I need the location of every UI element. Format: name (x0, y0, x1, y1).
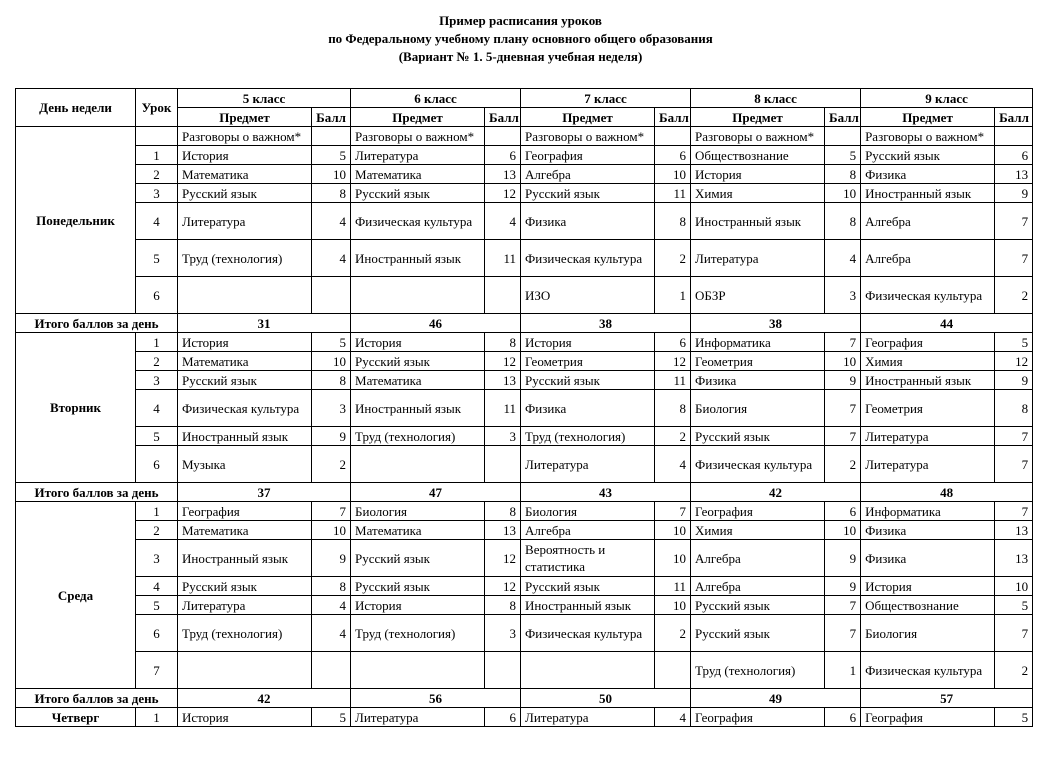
lesson-number: 6 (136, 277, 178, 314)
conversation-subject: Разговоры о важном* (521, 127, 655, 146)
subject-cell: Обществознание (691, 146, 825, 165)
subject-cell: Труд (технология) (351, 427, 485, 446)
document-title (0, 0, 1041, 66)
points-cell: 7 (995, 615, 1033, 652)
points-cell: 4 (312, 203, 351, 240)
lesson-number: 3 (136, 371, 178, 390)
title-line-2: по Федеральному учебному плану основного общего образования (328, 31, 713, 46)
subject-cell: Русский язык (691, 596, 825, 615)
points-cell: 5 (995, 333, 1033, 352)
subject-cell: ОБЗР (691, 277, 825, 314)
subject-cell: Химия (691, 184, 825, 203)
points-cell: 4 (655, 446, 691, 483)
points-cell: 7 (825, 596, 861, 615)
day-total-value: 50 (521, 689, 691, 708)
subject-cell: Биология (521, 502, 655, 521)
points-cell (485, 446, 521, 483)
subject-cell: Математика (351, 521, 485, 540)
subject-cell: Иностранный язык (861, 371, 995, 390)
lesson-row (16, 352, 1033, 371)
day-name: Понедельник (16, 127, 136, 314)
subject-cell: ИЗО (521, 277, 655, 314)
points-cell: 6 (825, 708, 861, 727)
points-cell: 2 (995, 277, 1033, 314)
day-total-value: 49 (691, 689, 861, 708)
subject-cell: Русский язык (691, 615, 825, 652)
day-name: Четверг (16, 708, 136, 727)
subject-cell: Биология (351, 502, 485, 521)
subject-cell: Физика (861, 165, 995, 184)
lesson-row (16, 184, 1033, 203)
lesson-row (16, 165, 1033, 184)
header-grade-7: 7 класс (521, 89, 691, 108)
subject-cell: Информатика (861, 502, 995, 521)
subject-cell: Литература (691, 240, 825, 277)
points-cell: 12 (485, 540, 521, 577)
points-cell: 9 (312, 540, 351, 577)
subject-cell: Информатика (691, 333, 825, 352)
points-cell: 1 (655, 277, 691, 314)
subject-cell (521, 652, 655, 689)
points-cell: 12 (655, 352, 691, 371)
subject-cell: Русский язык (178, 577, 312, 596)
conversation-subject: Разговоры о важном* (351, 127, 485, 146)
conversation-subject: Разговоры о важном* (691, 127, 825, 146)
day-total-row (16, 689, 1033, 708)
subject-cell: Биология (861, 615, 995, 652)
points-cell: 10 (655, 165, 691, 184)
lesson-number: 6 (136, 615, 178, 652)
points-cell: 7 (995, 502, 1033, 521)
points-cell: 11 (485, 390, 521, 427)
points-cell: 8 (312, 371, 351, 390)
subject-cell: География (178, 502, 312, 521)
header-subject: Предмет (178, 108, 312, 127)
subject-cell: Физическая культура (178, 390, 312, 427)
subject-cell: Труд (технология) (178, 240, 312, 277)
points-cell: 12 (485, 184, 521, 203)
subject-cell: Геометрия (861, 390, 995, 427)
points-cell: 7 (825, 390, 861, 427)
day-total-value: 38 (521, 314, 691, 333)
subject-cell: Литература (178, 203, 312, 240)
header-grade-9: 9 класс (861, 89, 1033, 108)
subject-cell: Физическая культура (861, 277, 995, 314)
points-cell: 10 (825, 352, 861, 371)
header-grade-6: 6 класс (351, 89, 521, 108)
points-cell: 10 (312, 352, 351, 371)
points-cell: 7 (995, 427, 1033, 446)
subject-cell: История (351, 333, 485, 352)
subject-cell: Музыка (178, 446, 312, 483)
lesson-number: 2 (136, 165, 178, 184)
day-total-value: 42 (691, 483, 861, 502)
lesson-number: 1 (136, 146, 178, 165)
subject-cell: Литература (521, 708, 655, 727)
subject-cell: Русский язык (861, 146, 995, 165)
lesson-row (16, 446, 1033, 483)
subject-cell: Алгебра (691, 540, 825, 577)
header-points: Балл (825, 108, 861, 127)
title-line-1: Пример расписания уроков (439, 13, 602, 28)
points-cell: 13 (485, 165, 521, 184)
subject-cell (178, 652, 312, 689)
points-cell: 7 (995, 240, 1033, 277)
points-cell (312, 277, 351, 314)
lesson-number: 5 (136, 427, 178, 446)
subject-cell: Вероятность и статистика (521, 540, 655, 577)
subject-cell: География (691, 708, 825, 727)
subject-cell: Математика (178, 521, 312, 540)
day-total-row (16, 483, 1033, 502)
subject-cell: Труд (технология) (691, 652, 825, 689)
points-cell: 10 (312, 165, 351, 184)
subject-cell: Труд (технология) (521, 427, 655, 446)
header-points: Балл (485, 108, 521, 127)
subject-cell: Литература (521, 446, 655, 483)
day-total-label: Итого баллов за день (16, 689, 178, 708)
points-cell: 6 (485, 708, 521, 727)
subject-cell: Математика (178, 352, 312, 371)
header-points: Балл (995, 108, 1033, 127)
day-total-row (16, 314, 1033, 333)
subject-cell: История (178, 146, 312, 165)
lesson-row (16, 371, 1033, 390)
lesson-number: 2 (136, 521, 178, 540)
points-cell: 9 (312, 427, 351, 446)
lesson-row (16, 427, 1033, 446)
points-cell: 13 (995, 521, 1033, 540)
lesson-number: 4 (136, 390, 178, 427)
lesson-row (16, 203, 1033, 240)
points-cell: 2 (655, 240, 691, 277)
header-subject: Предмет (521, 108, 655, 127)
day-total-value: 47 (351, 483, 521, 502)
header-subject: Предмет (861, 108, 995, 127)
points-cell: 8 (312, 577, 351, 596)
subject-cell (178, 277, 312, 314)
lesson-row (16, 708, 1033, 727)
subject-cell: Алгебра (861, 203, 995, 240)
lesson-row (16, 502, 1033, 521)
points-cell (312, 652, 351, 689)
points-cell: 7 (825, 427, 861, 446)
conversation-points (485, 127, 521, 146)
points-cell: 8 (655, 203, 691, 240)
points-cell: 7 (655, 502, 691, 521)
points-cell: 9 (995, 184, 1033, 203)
points-cell: 7 (825, 333, 861, 352)
day-total-value: 42 (178, 689, 351, 708)
subject-cell: Физика (691, 371, 825, 390)
points-cell: 10 (655, 540, 691, 577)
points-cell: 8 (312, 184, 351, 203)
points-cell: 6 (655, 333, 691, 352)
subject-cell: Математика (351, 371, 485, 390)
points-cell: 10 (312, 521, 351, 540)
day-total-value: 48 (861, 483, 1033, 502)
subject-cell: Литература (861, 427, 995, 446)
points-cell: 2 (655, 427, 691, 446)
subject-cell: Физика (861, 521, 995, 540)
header-grade-5: 5 класс (178, 89, 351, 108)
lesson-row (16, 577, 1033, 596)
subject-cell: Литература (351, 146, 485, 165)
subject-cell: Литература (861, 446, 995, 483)
subject-cell: Физическая культура (521, 240, 655, 277)
points-cell: 7 (825, 615, 861, 652)
points-cell: 10 (825, 521, 861, 540)
points-cell: 8 (825, 165, 861, 184)
day-name: Среда (16, 502, 136, 689)
lesson-number: 1 (136, 333, 178, 352)
points-cell: 4 (312, 596, 351, 615)
subject-cell: Русский язык (521, 184, 655, 203)
subject-cell: История (351, 596, 485, 615)
subject-cell: Русский язык (178, 371, 312, 390)
conversation-points (312, 127, 351, 146)
subject-cell: Физика (521, 390, 655, 427)
points-cell: 8 (995, 390, 1033, 427)
points-cell: 9 (825, 577, 861, 596)
subject-cell: Физическая культура (691, 446, 825, 483)
lesson-number: 4 (136, 203, 178, 240)
subject-cell: Химия (691, 521, 825, 540)
points-cell: 13 (485, 371, 521, 390)
day-total-label: Итого баллов за день (16, 314, 178, 333)
subject-cell: География (691, 502, 825, 521)
conversation-points (655, 127, 691, 146)
subject-cell: Алгебра (861, 240, 995, 277)
lesson-row (16, 146, 1033, 165)
points-cell: 13 (995, 540, 1033, 577)
header-day: День недели (16, 89, 136, 127)
points-cell: 3 (825, 277, 861, 314)
header-subject: Предмет (351, 108, 485, 127)
points-cell: 6 (825, 502, 861, 521)
lesson-row (16, 240, 1033, 277)
points-cell: 2 (995, 652, 1033, 689)
subject-cell: Русский язык (521, 371, 655, 390)
day-total-value: 46 (351, 314, 521, 333)
subject-cell: Математика (178, 165, 312, 184)
points-cell: 12 (995, 352, 1033, 371)
points-cell: 7 (995, 446, 1033, 483)
points-cell: 10 (655, 596, 691, 615)
subject-cell: Литература (351, 708, 485, 727)
points-cell: 2 (825, 446, 861, 483)
day-total-value: 44 (861, 314, 1033, 333)
points-cell: 5 (312, 708, 351, 727)
points-cell: 6 (485, 146, 521, 165)
lesson-row (16, 652, 1033, 689)
points-cell: 4 (312, 615, 351, 652)
subject-cell: Физика (521, 203, 655, 240)
day-total-value: 38 (691, 314, 861, 333)
points-cell: 6 (995, 146, 1033, 165)
points-cell: 8 (655, 390, 691, 427)
points-cell: 1 (825, 652, 861, 689)
subject-cell: Биология (691, 390, 825, 427)
points-cell: 2 (655, 615, 691, 652)
subject-cell: Иностранный язык (178, 427, 312, 446)
conversation-subject: Разговоры о важном* (861, 127, 995, 146)
points-cell: 8 (485, 502, 521, 521)
points-cell: 5 (995, 596, 1033, 615)
points-cell: 4 (312, 240, 351, 277)
points-cell: 8 (825, 203, 861, 240)
header-points: Балл (655, 108, 691, 127)
lesson-number: 5 (136, 596, 178, 615)
subject-cell: История (521, 333, 655, 352)
subject-cell: Иностранный язык (861, 184, 995, 203)
day-total-value: 43 (521, 483, 691, 502)
conversation-points (825, 127, 861, 146)
day-total-value: 31 (178, 314, 351, 333)
lesson-number: 1 (136, 502, 178, 521)
points-cell: 13 (995, 165, 1033, 184)
subject-cell: География (521, 146, 655, 165)
subject-cell: Русский язык (351, 184, 485, 203)
lesson-row (16, 277, 1033, 314)
points-cell: 7 (312, 502, 351, 521)
subject-cell: Русский язык (351, 540, 485, 577)
subject-cell: Физическая культура (861, 652, 995, 689)
subject-cell: География (861, 333, 995, 352)
lesson-number: 6 (136, 446, 178, 483)
points-cell: 10 (655, 521, 691, 540)
points-cell: 10 (995, 577, 1033, 596)
subject-cell: Иностранный язык (351, 390, 485, 427)
header-lesson: Урок (136, 89, 178, 127)
title-line-3: (Вариант № 1. 5-дневная учебная неделя) (398, 49, 643, 64)
schedule-table (15, 88, 1033, 727)
lesson-row (16, 521, 1033, 540)
points-cell: 13 (485, 521, 521, 540)
subject-cell: Русский язык (691, 427, 825, 446)
points-cell: 8 (485, 333, 521, 352)
points-cell: 4 (655, 708, 691, 727)
subject-cell: Алгебра (521, 165, 655, 184)
header-subject: Предмет (691, 108, 825, 127)
subject-cell: Русский язык (521, 577, 655, 596)
subject-cell (351, 652, 485, 689)
points-cell (485, 652, 521, 689)
subject-cell: Химия (861, 352, 995, 371)
points-cell: 11 (655, 184, 691, 203)
lesson-number: 7 (136, 652, 178, 689)
points-cell: 4 (825, 240, 861, 277)
points-cell: 11 (655, 577, 691, 596)
day-total-value: 37 (178, 483, 351, 502)
subject-cell: Физика (861, 540, 995, 577)
subject-cell: Алгебра (521, 521, 655, 540)
lesson-row (16, 596, 1033, 615)
subject-cell: Иностранный язык (521, 596, 655, 615)
subject-cell: Иностранный язык (178, 540, 312, 577)
points-cell: 9 (825, 540, 861, 577)
points-cell: 12 (485, 577, 521, 596)
points-cell: 10 (825, 184, 861, 203)
points-cell: 5 (825, 146, 861, 165)
conversation-subject: Разговоры о важном* (178, 127, 312, 146)
lesson-number: 1 (136, 708, 178, 727)
subject-cell: Труд (технология) (178, 615, 312, 652)
points-cell: 4 (485, 203, 521, 240)
points-cell: 7 (995, 203, 1033, 240)
subject-cell: Русский язык (178, 184, 312, 203)
day-total-label: Итого баллов за день (16, 483, 178, 502)
subject-cell: Иностранный язык (351, 240, 485, 277)
points-cell: 9 (995, 371, 1033, 390)
day-name: Вторник (16, 333, 136, 483)
conversation-points (995, 127, 1033, 146)
subject-cell: Обществознание (861, 596, 995, 615)
subject-cell: Физическая культура (351, 203, 485, 240)
subject-cell: Русский язык (351, 352, 485, 371)
points-cell: 11 (485, 240, 521, 277)
points-cell: 3 (312, 390, 351, 427)
points-cell: 3 (485, 615, 521, 652)
lesson-row (16, 615, 1033, 652)
lesson-number: 4 (136, 577, 178, 596)
subject-cell: Алгебра (691, 577, 825, 596)
subject-cell: История (178, 333, 312, 352)
day-total-value: 56 (351, 689, 521, 708)
subject-cell: История (178, 708, 312, 727)
subject-cell: Литература (178, 596, 312, 615)
subject-cell (351, 446, 485, 483)
lesson-number: 2 (136, 352, 178, 371)
subject-cell: История (861, 577, 995, 596)
points-cell: 5 (995, 708, 1033, 727)
lesson-number: 3 (136, 184, 178, 203)
subject-cell: История (691, 165, 825, 184)
points-cell: 3 (485, 427, 521, 446)
points-cell: 9 (825, 371, 861, 390)
points-cell: 5 (312, 146, 351, 165)
subject-cell: Русский язык (351, 577, 485, 596)
points-cell (655, 652, 691, 689)
points-cell: 11 (655, 371, 691, 390)
subject-cell: Иностранный язык (691, 203, 825, 240)
day-total-value: 57 (861, 689, 1033, 708)
points-cell: 5 (312, 333, 351, 352)
lesson-row (16, 333, 1033, 352)
points-cell: 12 (485, 352, 521, 371)
subject-cell: Математика (351, 165, 485, 184)
subject-cell (351, 277, 485, 314)
subject-cell: Физическая культура (521, 615, 655, 652)
subject-cell: География (861, 708, 995, 727)
header-points: Балл (312, 108, 351, 127)
lesson-number: 3 (136, 540, 178, 577)
points-cell (485, 277, 521, 314)
lesson-number (136, 127, 178, 146)
subject-cell: Геометрия (521, 352, 655, 371)
header-grade-8: 8 класс (691, 89, 861, 108)
points-cell: 6 (655, 146, 691, 165)
points-cell: 2 (312, 446, 351, 483)
points-cell: 8 (485, 596, 521, 615)
subject-cell: Геометрия (691, 352, 825, 371)
lesson-row (16, 540, 1033, 577)
lesson-number: 5 (136, 240, 178, 277)
subject-cell: Труд (технология) (351, 615, 485, 652)
lesson-row (16, 390, 1033, 427)
conversation-row (16, 127, 1033, 146)
